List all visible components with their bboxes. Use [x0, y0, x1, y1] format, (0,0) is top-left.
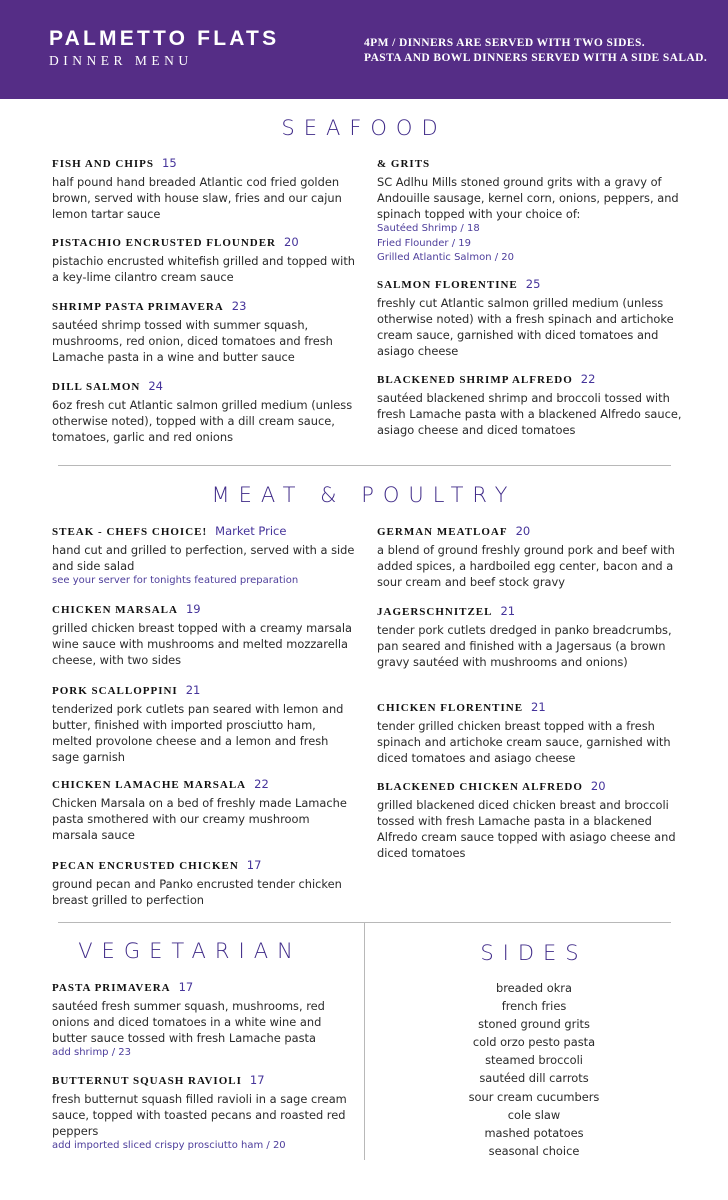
option-shrimp: Sautéed Shrimp / 18	[377, 223, 480, 234]
item-name: STEAK - CHEFS CHOICE!	[52, 526, 208, 538]
item-name: CHICKEN MARSALA	[52, 604, 178, 616]
item-price: 21	[531, 700, 546, 714]
item-description: ground pecan and Panko encrusted tender chicken breast grilled to perfection	[52, 877, 342, 907]
side-item: cold orzo pesto pasta	[472, 1035, 596, 1050]
item-name: CHICKEN FLORENTINE	[377, 702, 524, 714]
item-price: 19	[185, 602, 201, 616]
menu-item-pistachio-flounder	[52, 233, 357, 285]
item-price: Market Price	[215, 524, 287, 538]
menu-item-jagerschnitzel	[377, 602, 682, 670]
side-item: seasonal choice	[488, 1143, 580, 1158]
item-description: a blend of ground freshly ground pork and beef with added spices, a hardboiled egg center, bacon and a sour cream and beef stock gravy	[377, 543, 675, 589]
section-title-meat-poultry: MEAT & POULTRY	[211, 483, 517, 507]
section-title-vegetarian: VEGETARIAN	[78, 939, 302, 963]
item-name: BLACKENED CHICKEN ALFREDO	[377, 781, 583, 793]
vertical-divider	[364, 922, 365, 1160]
menu-item-pecan-chicken	[52, 856, 357, 908]
restaurant-name: PALMETTO FLATS	[49, 27, 280, 50]
item-description: grilled blackened diced chicken breast and broccoli tossed with fresh Lamache pasta in a blackened Alfredo cream sauce topped with asiago cheese and diced tomatoes	[377, 798, 676, 860]
item-description: 6oz fresh cut Atlantic salmon grilled medium (unless otherwise noted), topped with a dill cream sauce, tomatoes, garlic and red onions	[52, 398, 353, 444]
item-description: pistachio encrusted whitefish grilled and topped with a key-lime cilantro cream sauce	[52, 254, 356, 284]
item-price: 21	[500, 604, 516, 618]
header-note-line-1: 4PM / DINNERS ARE SERVED WITH TWO SIDES.	[364, 37, 646, 49]
item-price: 17	[178, 980, 194, 994]
side-item: cole slaw	[507, 1107, 561, 1122]
item-name: PASTA PRIMAVERA	[52, 982, 171, 994]
item-price: 25	[525, 277, 541, 291]
menu-item-chicken-florentine	[377, 698, 682, 766]
menu-item-pasta-primavera	[52, 978, 352, 1061]
option-salmon: Grilled Atlantic Salmon / 20	[377, 252, 514, 263]
item-description: Chicken Marsala on a bed of freshly made Lamache pasta smothered with our creamy mushroom marsala sauce	[52, 796, 347, 842]
menu-item-german-meatloaf	[377, 522, 682, 590]
menu-subtitle: DINNER MENU	[49, 53, 193, 68]
menu-item-pork-scalloppini	[52, 681, 357, 765]
item-description: half pound hand breaded Atlantic cod fried golden brown, served with house slaw, fries and our cajun lemon tartar sauce	[52, 175, 342, 221]
menu-item-blackened-chicken-alfredo	[377, 777, 682, 861]
item-price: 20	[590, 779, 606, 793]
item-name: SHRIMP PASTA PRIMAVERA	[52, 301, 224, 313]
item-name: PORK SCALLOPPINI	[52, 685, 178, 697]
item-note: see your server for tonights featured preparation	[52, 575, 299, 586]
section-title-sides: SIDES	[480, 941, 588, 965]
item-name: GERMAN MEATLOAF	[377, 526, 508, 538]
side-item: mashed potatoes	[484, 1125, 584, 1140]
item-name: & GRITS	[377, 158, 431, 170]
menu-item-blackened-shrimp-alfredo	[377, 370, 682, 438]
item-description: hand cut and grilled to perfection, served with a side and side salad	[52, 543, 355, 573]
item-price: 22	[254, 777, 269, 791]
section-title-seafood: SEAFOOD	[281, 116, 447, 140]
menu-item-grits	[377, 154, 682, 266]
item-addon: add shrimp / 23	[52, 1047, 131, 1058]
item-price: 20	[284, 235, 299, 249]
side-item: french fries	[501, 999, 567, 1014]
item-description: tenderized pork cutlets pan seared with lemon and butter, finished with imported prosciutto ham, melted provolone cheese and a lemon and fresh sage garnish	[52, 702, 344, 764]
item-description: sautéed fresh summer squash, mushrooms, red onions and diced tomatoes in a white wine and butter sauce tossed with fresh Lamache pasta	[52, 999, 325, 1045]
item-description: fresh butternut squash filled ravioli in a sage cream sauce, topped with toasted pecans and roasted red peppers	[52, 1092, 347, 1138]
menu-item-steak	[52, 522, 357, 589]
item-price: 17	[249, 1073, 265, 1087]
header-note	[364, 36, 714, 66]
side-item: sautéed dill carrots	[479, 1071, 589, 1086]
item-name: DILL SALMON	[52, 381, 141, 393]
header-banner	[0, 0, 728, 99]
item-name: FISH AND CHIPS	[52, 158, 155, 170]
item-price: 22	[580, 372, 596, 386]
item-price: 15	[162, 156, 177, 170]
item-description: sautéed blackened shrimp and broccoli tossed with fresh Lamache pasta with a blackened Alfredo sauce, asiago cheese and diced tomatoes	[377, 391, 682, 437]
item-description: grilled chicken breast topped with a creamy marsala wine sauce with mushrooms and melted mozzarella cheese, with two sides	[52, 621, 352, 667]
item-description: tender grilled chicken breast topped with a fresh spinach and artichoke cream sauce, garnished with diced tomatoes and asiago cheese	[377, 719, 671, 765]
item-name: PISTACHIO ENCRUSTED FLOUNDER	[52, 237, 276, 249]
item-description: tender pork cutlets dredged in panko breadcrumbs, pan seared and finished with a Jagersaus (a brown gravy sautéed with mushrooms and onions)	[377, 623, 672, 669]
item-price: 17	[246, 858, 262, 872]
item-name: PECAN ENCRUSTED CHICKEN	[52, 860, 239, 872]
item-name: CHICKEN LAMACHE MARSALA	[52, 779, 247, 791]
item-name: JAGERSCHNITZEL	[377, 606, 493, 618]
item-description: sautéed shrimp tossed with summer squash, mushrooms, red onion, diced tomatoes and fresh Lamache pasta in a wine and butter sauce	[52, 318, 333, 364]
item-name: BUTTERNUT SQUASH RAVIOLI	[52, 1075, 242, 1087]
item-description: SC Adlhu Mills stoned ground grits with a gravy of Andouille sausage, kernel corn, onions, peppers, and spinach topped with your choice of:	[377, 175, 679, 221]
side-item: breaded okra	[496, 981, 572, 995]
header-note-line-2: PASTA AND BOWL DINNERS SERVED WITH A SIDE SALAD.	[364, 52, 708, 64]
menu-item-fish-and-chips	[52, 154, 357, 222]
item-name: SALMON FLORENTINE	[377, 279, 518, 291]
item-description: freshly cut Atlantic salmon grilled medium (unless otherwise noted) with a fresh spinach and artichoke cream sauce, garnished with diced tomatoes and asiago cheese	[377, 296, 674, 358]
side-item: steamed broccoli	[485, 1053, 583, 1068]
side-item: stoned ground grits	[478, 1017, 590, 1032]
option-flounder: Fried Flounder / 19	[377, 237, 471, 249]
menu-item-salmon-florentine	[377, 275, 682, 359]
item-price: 21	[185, 683, 201, 697]
item-price: 24	[148, 379, 163, 393]
menu-item-chicken-lamache-marsala	[52, 775, 357, 843]
menu-item-chicken-marsala	[52, 600, 357, 668]
menu-item-dill-salmon	[52, 377, 357, 445]
item-addon: add imported sliced crispy prosciutto ham / 20	[52, 1140, 286, 1151]
sides-list	[436, 979, 632, 1160]
menu-item-shrimp-pasta-primavera	[52, 297, 357, 365]
item-price: 23	[231, 299, 247, 313]
item-price: 20	[515, 524, 531, 538]
side-item: sour cream cucumbers	[468, 1089, 600, 1104]
menu-item-butternut-ravioli	[52, 1071, 352, 1154]
divider	[58, 465, 671, 466]
item-name: BLACKENED SHRIMP ALFREDO	[377, 374, 573, 386]
